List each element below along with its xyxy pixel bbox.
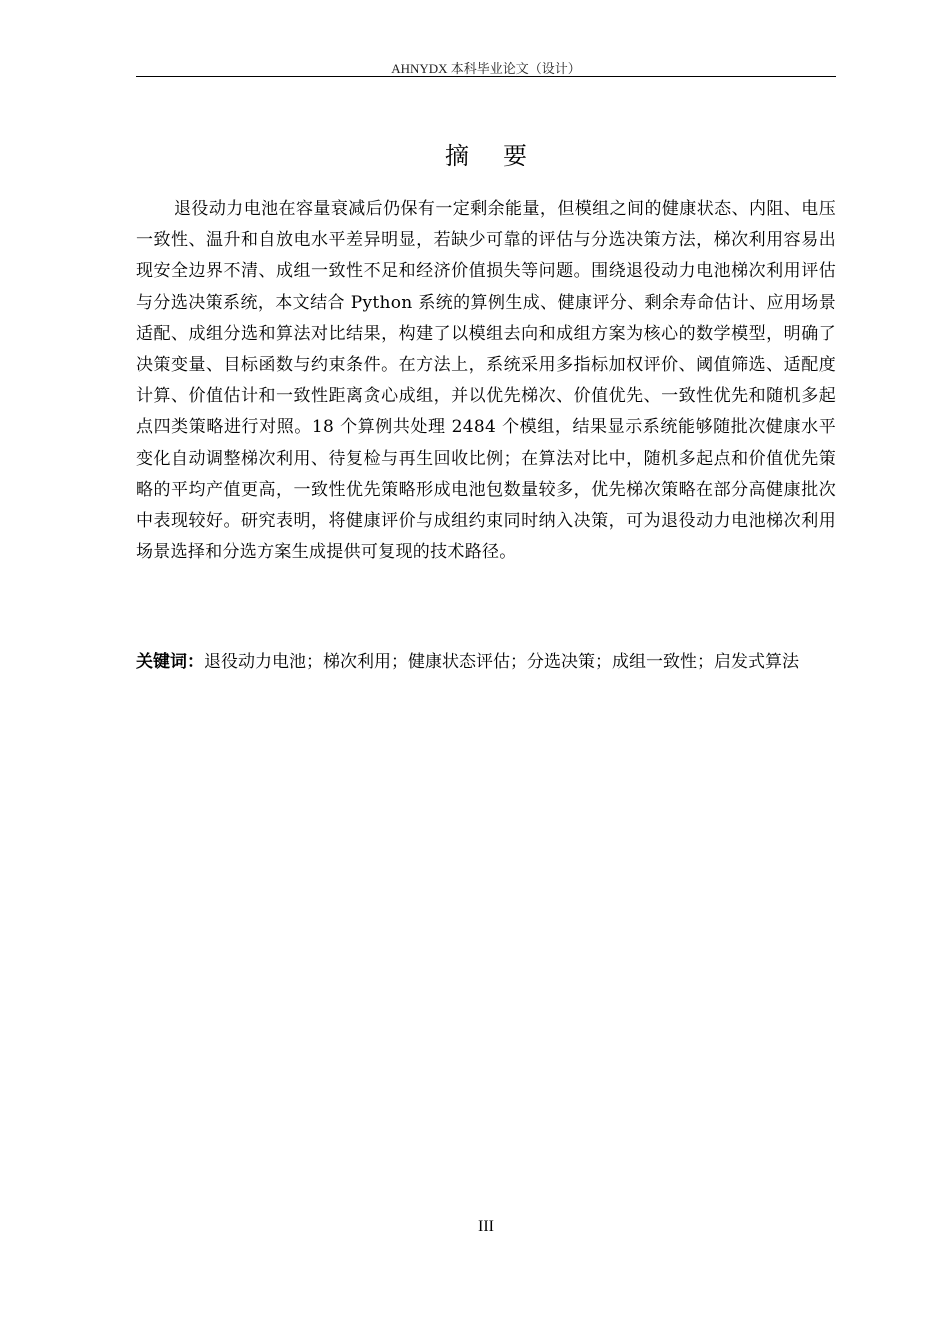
page-header: AHNYDX 本科毕业论文（设计） <box>391 61 581 76</box>
keywords-label: 关键词： <box>136 652 204 672</box>
keywords-text: 退役动力电池；梯次利用；健康状态评估；分选决策；成组一致性；启发式算法 <box>204 652 799 672</box>
keywords <box>136 648 836 676</box>
abstract-body: 退役动力电池在容量衰减后仍保有一定剩余能量，但模组之间的健康状态、内阻、电压一致性、温升和自放电水平差异明显，若缺少可靠的评估与分选决策方法，梯次利用容易出现安全边界不清、成组一致性不足和经济价值损失等问题。围绕退役动力电池梯次利用评估与分选决策系统，本文结合 Python 系统的算例生成、健康评分、剩余寿命估计、应用场景适配、成组分选和算法对比结果，构建了以模组去向和成组方案为核心的数学模型，明确了决策变量、目标函数与约束条件。在方法上，系统采用多指标加权评价、阈值筛选、适配度计算、价值估计和一致性距离贪心成组，并以优先梯次、价值优先、一致性优先和随机多起点四类策略进行对照。18 个算例共处理 2484 个模组，结果显示系统能够随批次健康水平变化自动调整梯次利用、待复检与再生回收比例；在算法对比中，随机多起点和价值优先策略的平均产值更高，一致性优先策略形成电池包数量较多，优先梯次策略在部分高健康批次中表现较好。研究表明，将健康评价与成组约束同时纳入决策，可为退役动力电池梯次利用场景选择和分选方案生成提供可复现的技术路径。 <box>136 199 836 563</box>
abstract-title: 摘要 <box>445 142 561 170</box>
page-number: III <box>478 1218 494 1235</box>
header-divider <box>136 76 836 77</box>
